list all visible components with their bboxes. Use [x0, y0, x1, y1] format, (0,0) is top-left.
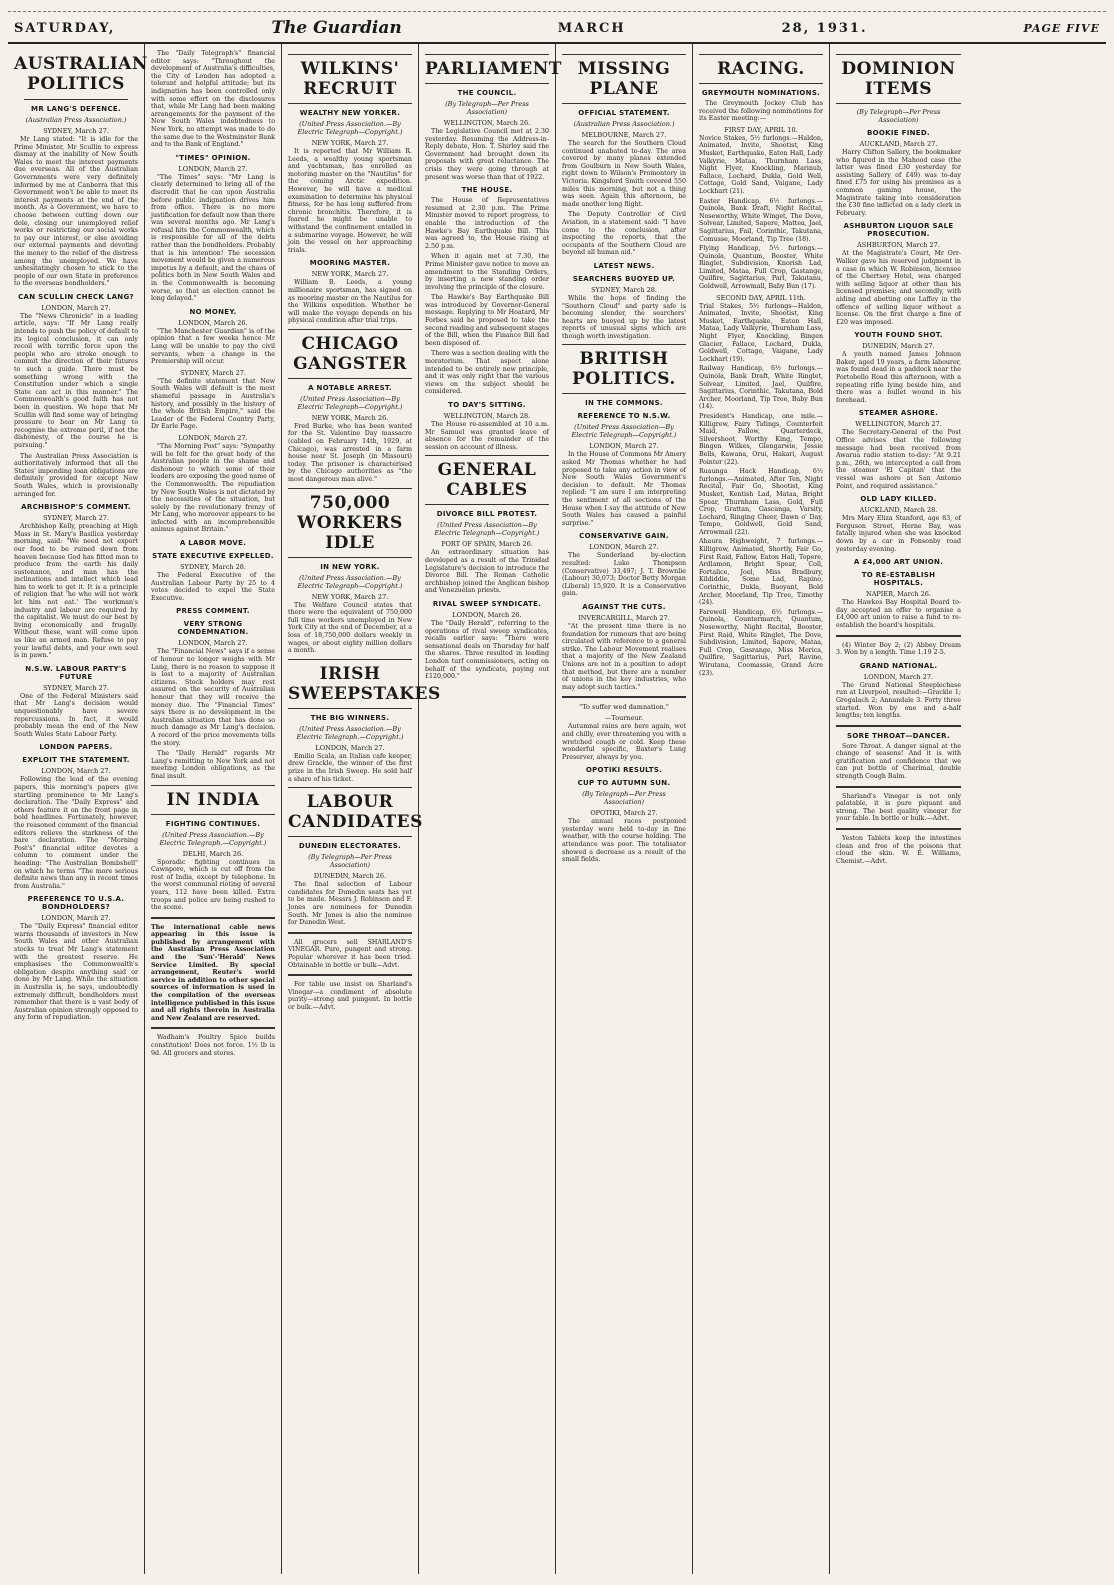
dateline: LONDON, March 27.	[178, 433, 248, 442]
dateline: LONDON, March 26.	[452, 610, 522, 619]
dateline: SYDNEY, March 27.	[180, 368, 246, 377]
subhead: LONDON PAPERS.	[39, 743, 113, 752]
dateline: DUNEDIN, March 26.	[313, 872, 387, 881]
article-text: The Welfare Council states that there were the equivalent of 750,000 full time workers unemployed in New York City at the end of December, at a loss of 18,750,000 dollars weekly in wages, or about eighty million dollars a month.	[288, 601, 412, 655]
article-text: The "Daily Herald" regards Mr Lang's remitting to New York and not meeting London obligations, as the final insult.	[151, 750, 275, 780]
dateline: WELLINGTON, March 28.	[443, 412, 531, 420]
top-rule	[8, 6, 1106, 12]
dateline: SYDNEY, March 28.	[591, 285, 657, 294]
dateline: SYDNEY, March 28.	[180, 563, 246, 572]
race-entry: Easter Handicap, 6½ furlongs.—Quinola, Bank Draft, Night Recital, Noseworthy, White Winget, The Dove, Solvear, Limited, Sapere, Mattea, Jael, Sagittarius, Fail, Corinthic, Takutana, Comusse, Moorland, Tip Tree (18).	[699, 197, 823, 243]
column-7	[830, 44, 967, 1574]
article-text: William B. Leeds, a young millionaire sportsman, has signed on as mooring master on the Nautilus for the Wilkins expedition. Whether he will make the voyage depends on his physical condition after trial trips.	[288, 279, 412, 325]
column-4	[419, 44, 562, 1574]
dateline: NEW YORK, March 27.	[311, 270, 389, 279]
subhead: "TIMES" OPINION.	[175, 153, 251, 162]
masthead	[8, 14, 1106, 44]
race-entry: Ruaunga Hack Handicap, 6½ furlongs.—Animated, After Ten, Night Recital, Fair Go, Shootist, King Musket, Kentish Lad, Mataa, Bright Spear, Thurnham Lass, Gold, Full Crop, Grattan, Gascanga, Varsity, Lochard, Ringing Cheer, Dawn o' Day, Tempo, Goldwell, Gold Sand, Arrowmail (22).	[699, 468, 823, 536]
article-text: Following the lead of the evening papers, this morning's papers give startling prominence to Mr Lang's declaration. The "Daily Express" and others feature it on the front page in bold headlines. Fortunately, however, the reasoned comment of the financial editors relieve the starkness of the bare declaration. The "Morning Post's" financial editor devotes a column to comment under the heading: "The Australian Bombshell" on which he terms "The more serious definite news than any in recent times from Australia."	[14, 776, 138, 890]
subhead: THE COUNCIL.	[457, 89, 517, 97]
headline-workers-idle: 750,000 WORKERS IDLE	[288, 488, 412, 558]
dateline: AUCKLAND, March 27.	[859, 140, 938, 148]
article-text: "The definite statement that New South Wales will default is the most shameful passage in Australia's history, and possibly in the history of the whole British Empire," said the Leader of the Federal Country Party, Dr Earle Page.	[151, 377, 275, 431]
article-text: Mr Lang stated: "It is idle for the Prime Minister, Mr Scullin to express dismay at the inability of New South Wales to meet the interest payments due overseas. All of the Australian Governments were very definitely informed by me at Canberra that this Government won't be able to meet its interest payments at the end of the month. As a Government, we have to choose between cutting down our dole, closing our unemployed relief works or restricting our social works to pay our interest, or else avoiding our external payments and devoting the money to the relief of the distress among the unemployed. We have unhesitatingly chosen to stick to the people of our own State in preference to the overseas bondholders."	[14, 136, 138, 288]
article-text: The "News Chronicle" in a leading article, says: "If Mr Lang really intends to push the policy of default to its logical conclusion, it can only recoil with terrific force upon the people who are stroke enough to commit the direction of their futures to such a guide. There must be something wrong with the Constitution under which a single State can act in this manner." The Commonwealth's good faith has not been in question. We hope that Mr Scullin will find some way of bringing pressure to bear on Mr Lang to recognise the extreme peril, if not the dishonesty, of the course he is pursuing."	[14, 312, 138, 449]
subhead: OPOTIKI RESULTS.	[585, 766, 663, 775]
credit: (By Telegraph—Per Press Association)	[856, 108, 941, 124]
headline-in-india: IN INDIA	[151, 785, 275, 815]
credit: (United Press Association.—By Electric Telegraph.—Copyright.)	[296, 724, 404, 741]
dateline: LONDON, March 27.	[178, 639, 248, 648]
credit: (By Telegraph—Per Press Association)	[445, 100, 529, 116]
credit: (Australian Press Association.)	[573, 120, 675, 128]
divider	[836, 828, 961, 830]
article-text: The "Daily Express" financial editor warns thousands of investors in New South Wales and other Australian stocks to treat Mr Lang's statement with the greatest reserve. He emphasises the Commonwealth's obligation despite anything said or done by Mr Lang. While the situation in Australia is, he says, undoubtedly extremely difficult, bondholders must remember that there is a vast body of Australian opinion strongly opposed to any form of repudiation.	[14, 923, 138, 1022]
subhead: CONSERVATIVE GAIN.	[579, 532, 669, 541]
headline-racing: RACING.	[699, 54, 823, 84]
divider	[151, 917, 275, 919]
dateline: WELLINGTON, March 26.	[443, 119, 531, 127]
article-text: The Hawke's Bay Earthquake Bill was introduced by Governor-General message. Replying to Mr Hoatard, Mr Forbes said he proposed to take the second reading and subsequent stages of the Bill, when the Finance Bill had been disposed of.	[425, 294, 550, 347]
article-text: It is reported that Mr William R. Leeds, a wealthy young sportsman and yachtsman, has enrolled as motoring master on the "Nautilus" for the coming Arctic expedition. However, he will have a medical examination to determine his physical fitness, for he has long suffered from chronic bronchitis. Therefore, it is feared he might be unable to withstand the confinement entailed in a submarine voyage. However, he will join the vessel on her approaching trials.	[288, 148, 412, 254]
dateline: SYDNEY, March 27.	[43, 683, 109, 692]
article-text: The Federal Executive of the Australian Labour Party by 25 to 4 votes decided to expel the State Executive.	[151, 572, 275, 602]
subhead: LATEST NEWS.	[593, 261, 655, 270]
race-entry: Flying Handicap, 5½ furlongs.—Quinola, Quantum, Booster, White Ringlet, Subdivision, Knorish Lad, Limited, Mataa, Full Crop, Gastange, Quilfire, Sagittarius, Parl, Takutanu, Goldwell, Arrowmall, Baby Bun (17).	[699, 245, 823, 291]
article-text: The Grand National Steeplechase run at Liverpool, resulted:—Grackle 1; Gregalach 2; Annandale 3. Forty three started. Won by one and a-half lengths; ten lengths.	[836, 681, 961, 720]
article-text: The annual races postponed yesterday were held to-day in fine weather, with the course holding. The attendance was poor. The totalisator showed a decrease as a result of the small fields.	[562, 818, 686, 864]
subhead: YOUTH FOUND SHOT.	[854, 331, 943, 340]
headline-missing-plane: MISSING PLANE	[562, 54, 686, 104]
cable-news-notice: The international cable news appearing in this issue is published by arrangement with the Australian Press Association and the 'Sun'-'Herald' News Service Limited. By special arrangement, Reuter's world service in addition to other special sources of information is used in the compilation of the overseas intelligence published in this issue and all rights therein in Australia and New Zealand are reserved.	[151, 923, 275, 1022]
subhead: PREFERENCE TO U.S.A. BONDHOLDERS?	[27, 895, 125, 912]
article-text: The "Daily Telegraph's" financial editor says: "Throughout the development of Australia's difficulties, the City of London has adopted a tolerant and helpful attitude; but its indignation has been controlled only with some effort on the disclosures that, while Mr Lang had been making arrangements for the payment of the New South Wales indebtedness to New York, no attempt was made to do the same due to the Westminster Bank and to the Bank of England."	[151, 50, 275, 149]
headline-australian-politics: AUSTRALIAN POLITICS	[14, 54, 148, 94]
subhead: DUNEDIN ELECTORATES.	[298, 842, 402, 851]
headline-wilkins-recruit: WILKINS' RECRUIT	[288, 54, 412, 104]
divider	[288, 974, 412, 976]
dateline: LONDON, March 27.	[41, 303, 111, 312]
credit: (United Press Association.—By Electric Telegraph—Copyright.)	[297, 573, 403, 590]
article-text: At the Magistrate's Court, Mr Orr-Walker gave his reserved judgment in a case in which W. Robinson, licensee of the Chertsey Hotel, was charged with selling liquor at other than his licensed premises; and secondly, with aiding and abetting one Laffey in the offence of selling liquor without a license. On the first charge a fine of £20 was imposed.	[836, 250, 961, 326]
subhead: EXPLOIT THE STATEMENT.	[22, 756, 130, 765]
subhead: GREYMOUTH NOMINATIONS.	[701, 89, 821, 97]
divider	[836, 725, 961, 727]
article-text: While the hope of finding the "Southern Cloud" and party safe is becoming slender, the searchers' hearts are buoyed up by the latest reports of unusual signs which are though worth investigation.	[562, 294, 686, 340]
race-entry: Ahaura Highweight, 7 furlongs.—Killigrew, Animated, Shortly, Fair Go, First Raid, Fallow, Eaton Hall, Topere, Ardlamon, Bright Spear, Coll, Fortalice, Joel, Miss Bradbury, Kildiddie, Some Lad, Rapino, Corinthic, Dukla, Buoyant, Bold Archer, Moorland, Tip Tree, Timothy (24).	[699, 538, 823, 607]
article-text: The "Financial News" says if a sense of honour no longer weighs with Mr Lang, there is no reason to suppose it is lost to a majority of Australian citizens. Stock holders may rest assured on the security of Australian honour that they will receive the money due. The "Financial Times" says there is no development in the Australian situation that has done so much damage as Mr Lang's decision. A record of the price movements tells the story.	[151, 648, 275, 747]
credit: (Australian Press Association.)	[25, 116, 127, 124]
article-text: The House re-assembled at 10 a.m. Mr Samuel was granted leave of absence for the remainder of the session on account of illness.	[425, 421, 549, 451]
columns	[8, 44, 1106, 1574]
dateline: LONDON, March 27.	[41, 914, 111, 923]
article-text: Fred Burke, who has been wanted for the St. Valentine Day massacre (cabled on February 14th, 1929, at Chicago), was arrested in a farm house near St. Joseph (in Missouri) today. The prisoner is characterised by the Chicago authorities as "the most dangerous man alive."	[288, 422, 412, 484]
subhead: THE HOUSE.	[461, 186, 513, 195]
credit: (United Press Association—By Electric Telegraph—Copyright.)	[434, 521, 540, 538]
dateline: PORT OF SPAIN, March 26.	[441, 540, 533, 549]
article-text: A youth named James Johnson Baker, aged 19 years, a farm labourer, was found dead in a paddock near the Portobello Road this afternoon, with a repeating rifle lying beside him, and there was a bullet wound in his forehead.	[836, 351, 961, 404]
credit: (United Press Association—By Electric Telegraph—Copyright.)	[297, 394, 403, 411]
subhead: THE BIG WINNERS.	[310, 713, 390, 722]
credit: (United Press Association.—By Electric Telegraph—Copyright.)	[297, 120, 403, 136]
article-text: An extraordinary situation has developed as a result of the Trinidad Legislature's decision to introduce the Divorce Bill. The Roman Catholic archbishop joined the Anglican bishop and Venezuelan priests.	[425, 549, 549, 595]
headline-labour-candidates: LABOUR CANDIDATES	[288, 787, 412, 837]
headline-irish-sweepstakes: IRISH SWEEPSTAKES	[288, 659, 412, 709]
dateline: SYDNEY, March 27.	[43, 514, 109, 523]
divider	[24, 99, 128, 100]
dateline: DUNEDIN, March 27.	[862, 342, 935, 351]
credit: (United Press Association—By Electric Telegraph—Copyright.)	[571, 423, 677, 440]
divider	[288, 932, 412, 934]
dateline: NEW YORK, March 27.	[311, 592, 389, 601]
dateline: LONDON, March 27.	[41, 767, 111, 776]
divider	[836, 786, 961, 788]
subhead: A LABOR MOVE.	[179, 539, 247, 548]
article-text: Mrs Mary Eliza Stanford, age 83, of Ferguson Street, Herne Bay, was fatally injured when she was knocked down by a car in Ponsonby road yesterday evening.	[836, 515, 961, 553]
headline-chicago-gangster: CHICAGO GANGSTER	[288, 329, 412, 379]
subhead: CAN SCULLIN CHECK LANG?	[18, 292, 134, 301]
advertisement: Yeston Tablets keep the intestines clean and free of the poisons that cloud the skin. W. E. Williams, Chemist.—Advt.	[836, 835, 961, 865]
quote: "To suffer wed damnation."	[579, 703, 669, 712]
subhead: OLD LADY KILLED.	[860, 495, 937, 504]
advertisement: All grocers sell SHARLAND'S VINEGAR. Pure, pungent and strong. Popular wherever it has been tried. Obtainable in bottle or bulk—Advt.	[288, 938, 412, 969]
race-entry: President's Handicap, one mile.—Killigrew, Fairy Tidings, Counterfeit Maid, Fallow, Quarterdeck, Silvershoot, Worthy King, Tempo, Bingen Wilkes, Glengarwie, Jessie Bells, Kawana, Orui, Hakari, August Pointer (22).	[699, 412, 823, 466]
quote-attribution: —Tourneur.	[604, 714, 644, 723]
article-text: When it again met at 7.30, the Prime Minister gave notice to move an amendment to the Standing Orders, by inserting a new standing order involving the principle of the closure.	[425, 253, 549, 291]
article-text: Sporadic fighting continues in Cawnpore, which is cut off from the rest of India, except by telephone. In the worst communal rioting of several years, 112 have been killed. Extra troops and police are being rushed to the scene.	[151, 858, 275, 912]
dateline: NEW YORK, March 26.	[311, 413, 389, 422]
advertisement: Wadham's Poultry Spice builds constitution! Does not force. 1½ lb is 9d. All grocers and stores.	[151, 1034, 275, 1057]
masthead-paper-name: The Guardian	[271, 18, 402, 38]
credit: (United Press Association.—By Electric Telegraph.—Copyright.)	[159, 830, 267, 847]
article-text: The "Daily Herald", referring to the operations of rival sweep syndicates, recalls earlier says: "There were sensational deals on Thursday for half the shares. Three resulted in leading London turf commissioners, acting on behalf of the syndicate, paying out £120,000."	[425, 619, 549, 681]
race-entry: Railway Handicap, 6½ furlongs.—Quinola, Bank Draft, White Ringlet, Solvear, Limited, Jael, Quilfire, Sagittarius, Corinthic, Takutana, Bold Archer, Moorland, Tip Tree, Baby Bun (14).	[699, 365, 823, 411]
article-text: The Secretary-General of the Post Office advises that the following message had been received from Awarua radio station to-day: "At 9.21 p.m., 26th, we intercepted a call from the steamer 'El Capitan' that the vessel was ashore at San Antonio Point, and required assistance."	[836, 429, 961, 490]
headline-general-cables: GENERAL CABLES	[425, 455, 549, 505]
dateline: MELBOURNE, March 27.	[581, 131, 667, 139]
column-2	[145, 44, 282, 1574]
divider	[562, 696, 686, 698]
subhead: TO RE-ESTABLISH HOSPITALS.	[861, 571, 936, 588]
article-text: Harry Clifton Sallery, the bookmaker who figured in the Mahood case (the latter was fined £30 yesterday for assisting Sallery of £49) was to-day fined £75 for using his premises as a common gaming house, the Magistrate taking into consideration the £30 fine inflicted on a lady clerk in February.	[836, 149, 961, 217]
subhead: RIVAL SWEEP SYNDICATE.	[432, 599, 542, 608]
dateline: NEW YORK, March 27.	[311, 139, 389, 147]
subhead: STATE EXECUTIVE EXPELLED.	[152, 552, 274, 561]
subhead: IN THE COMMONS.	[585, 399, 663, 408]
subhead: PRESS COMMENT.	[176, 607, 250, 616]
masthead-day: SATURDAY,	[14, 20, 116, 36]
credit: (By Telegraph—Per Press Association)	[582, 790, 666, 807]
dateline: AUCKLAND, March 28.	[859, 506, 938, 515]
subhead: A £4,000 ART UNION.	[853, 558, 944, 567]
article-text: The Deputy Controller of Civil Aviation, in a statement said: "I have come to the conclusion, after inspecting the reports, that the occupants of the Southern Cloud are beyond all human aid."	[562, 211, 686, 257]
subhead: REFERENCE TO N.S.W.	[577, 412, 671, 421]
race-day: SECOND DAY, APRIL 11th.	[716, 293, 806, 302]
divider	[151, 1027, 275, 1029]
subhead: NO MONEY.	[189, 307, 237, 316]
race-entry: Novice Stakes, 5½ furlongs.—Haldon, Animated, Invite, Shootist, King Musket, Earthquake, Eaton Hall, Lady Valkyrie, Mataa, Thurnham Lass, Night Flyer, Knockling, Marinub, Fallace, Lochard, Dukla, Gold Well, Cottage, Gold Sand, Vaigane, Lady Lockhart (21).	[699, 134, 823, 195]
article-text: (4) Winter Boy 2; (2) Abbey Dream 3. Won by a length. Time 1.19 2-5.	[836, 641, 961, 657]
subhead: ARCHBISHOP'S COMMENT.	[21, 503, 131, 512]
subhead: CUP TO AUTUMN SUN.	[577, 779, 671, 788]
subhead: MOORING MASTER.	[309, 259, 391, 268]
advertisement: Sharland's Vinegar is not only palatable, it is pure piquant and strong. The best quality vinegar for your table. In bottle or bulk.—Advt.	[836, 792, 961, 823]
article-text: There was a section dealing with the moratorium. That aspect alone intended to be entirely new principle, and it was only right that the various views on the subject should be considered.	[425, 350, 549, 396]
dateline: INVERCARGILL, March 27.	[578, 613, 670, 622]
headline-dominion-items: DOMINION ITEMS	[836, 54, 961, 104]
dateline: LONDON, March 26.	[178, 318, 248, 327]
headline-british-politics: BRITISH POLITICS.	[562, 344, 686, 394]
article-text: The search for the Southern Cloud continued unabated to-day. The area covered by many planes extended from Goulburn in New South Wales, right down to Wilson's Promontory in Victoria. Kingsford Smith covered 550 miles this morning, but not a thing was seen. Again this afternoon, he made another long flight.	[562, 140, 686, 208]
article-text: In the House of Commons Mr Amery asked Mr Thomas whether he had proposed to take any action in view of New South Wales Government's decision to default. Mr Thomas replied: "I am sure I am interpreting the sentiment of all sections of the House when I say the attitude of New South Wales has caused a painful surprise."	[562, 451, 686, 527]
dateline: LONDON, March 27.	[863, 672, 934, 681]
subhead: VERY STRONG CONDEMNATION.	[177, 620, 249, 637]
dateline: NAPIER, March 26.	[866, 590, 931, 599]
dateline: LONDON, March 27.	[315, 743, 385, 752]
column-1	[8, 44, 148, 1574]
subhead: SORE THROAT—DANCER.	[847, 731, 950, 740]
subhead: N.S.W. LABOUR PARTY'S FUTURE	[25, 664, 127, 681]
subhead: WEALTHY NEW YORKER.	[299, 109, 401, 117]
dateline: LONDON, March 27.	[589, 442, 659, 451]
article-text: Emilio Scala, an Italian cafe keeper, drew Grackle, the winner of the first prize in the Irish Sweep. He sold half a share of his ticket.	[288, 752, 412, 783]
article-text: One of the Federal Ministers said that Mr Lang's decision would unquestionably have severe repercussions. In fact, it would probably mean the end of the New South Wales State Labour Party.	[14, 692, 138, 738]
article-text: The Legislative Council met at 2.30 yesterday. Resuming the Address-in-Reply debate, Hon. T. Shirley said the Government had brought down its proposals with great reluctance. The crisis they were going through at present was worse than that of 1922.	[425, 128, 549, 181]
dateline: OPOTIKI, March 27.	[590, 809, 658, 818]
subhead: A NOTABLE ARREST.	[308, 383, 392, 392]
article-text: The Greymouth Jockey Club has received the following nominations for its Easter meeting:—	[699, 100, 823, 123]
dateline: LONDON, March 27.	[178, 164, 248, 173]
dateline: DELHI, March 26.	[182, 849, 244, 858]
advertisement: Autumnal rains are here again, wet and chilly, ever threatening you with a wretched cough or cold. Keep these wonderful specific, Baxter's Lung Preserver, always by you.	[562, 723, 686, 761]
dateline: ASHBURTON, March 27.	[857, 241, 940, 250]
headline-parliament: PARLIAMENT	[425, 54, 549, 84]
subhead: DIVORCE BILL PROTEST.	[436, 510, 538, 519]
subhead: IN NEW YORK.	[320, 562, 380, 571]
article-text: "The Times" says: "Mr Lang is clearly determined to bring all of the discredit that he can upon Australia before public indignation drives him from office. There is no more justification for default now than there was several months ago. Mr Lang's refusal hits the Commonwealth, which is responsible for all of the debts rather than the bondholders. Probably that is his intention! The secession movement would be given a numerous impetus by a default, and the chaos of politics both in New South Wales and in the Commonwealth is becoming worse, so that an election cannot be long delayed."	[151, 173, 275, 303]
dateline: SYDNEY, March 27.	[43, 127, 109, 135]
subhead: OFFICIAL STATEMENT.	[578, 109, 670, 117]
divider	[836, 635, 961, 637]
advertisement: Sore Throat. A danger signal at the change of seasons! And it is with gratification and confidence that we can put bottle of Cherimal, double strength Cough Balm.	[836, 742, 961, 781]
column-5	[556, 44, 693, 1574]
subhead: AGAINST THE CUTS.	[582, 602, 666, 611]
article-text: "At the present time there is no foundation for rumours that are being circulated with reference to a general strike. The Labour Movement realises that a majority of the New Zealand Unions are not in a position to adopt that method, but there are a number of unions in the key industries, who may adopt such tactics."	[562, 622, 686, 691]
masthead-date: 28, 1931.	[781, 20, 868, 36]
credit: (By Telegraph—Per Press Association)	[308, 853, 392, 870]
subhead: ASHBURTON LIQUOR SALE PROSECUTION.	[843, 222, 954, 239]
subhead: TO DAY'S SITTING.	[448, 401, 526, 409]
article-text: The final selection of Labour candidates for Dunedin seats has yet to be made. Messrs J. Robinson and F. Jones are nominees for Dunedin South. Mr Jones is also the nominee for Dunedin West.	[288, 881, 412, 927]
masthead-month: MARCH	[557, 20, 626, 36]
article-text: The Sunderland by-election resulted: Luke Thompson (Conservative) 33,497; J. T. Brownlie (Labour) 30,073; Doctor Betty Morgan (Liberal) 15,920. It is a Conservative gain.	[562, 552, 686, 598]
subhead: SEARCHERS BUOYED UP.	[572, 274, 676, 283]
article-text: Archbishop Kelly, preaching at High Mass in St. Mary's Basilica yesterday morning, said: "We need not export our food to be ruined down from heaven because God has fitted man to produce from the earth his daily sustenance, and man has the inclinations and intellect which lead him to work to get it. It is a principle of religion that 'he who will not work let him not eat.' The workman's industry and labour are required by the capitalist. We must do our best by living economically and frugally. Without these, want will come upon us like an armed man. Refuse to pay your lawful debts, and your own soul is in pawn."	[14, 523, 138, 660]
column-3	[282, 44, 441, 1574]
article-text: The Australian Press Association is authoritatively informed that all the States' impending loan obligations are definitely provided for except New South Wales, which is provisionally arranged for.	[14, 452, 138, 498]
article-text: The Hawkes Bay Hospital Board to-day accepted an offer to organise a £4,000 art union to raise a fund to re-establish the board's hospitals.	[836, 599, 961, 629]
race-entry: Farewell Handicap, 6½ furlongs.—Quinola, Countermarch, Quantum, Noseworthy, Night Recital, Booster, First Raid, White Ringlet, The Dove, Subdivision, Limited, Sapere, Mataa, Full Crop, Gasrange, Miss Merica, Quilfire, Sagittarius, Parl, Ravine, Wirutana, Coomassie, Grand Acre (23).	[699, 608, 823, 677]
article-text: "The Morning Post" says: "Sympathy will be felt for the great body of the Australian people in the shame and dishonour to which some of their leaders are exposing the good name of the Commonwealth. The repudiation by New South Wales is not dictated by the necessities of the situation, but solely by the revolutionary frenzy of Mr Lang, who moreover appears to be infected with an incomprehensible animus against Britain."	[151, 442, 276, 534]
race-day: FIRST DAY, APRIL 10.	[724, 125, 798, 134]
advertisement: For table use insist on Sharland's Vinegar—a condiment of absolute purity—strong and pungent. In bottle or bulk.—Advt.	[288, 981, 412, 1011]
masthead-page-number: PAGE FIVE	[1023, 21, 1100, 35]
subhead: BOOKIE FINED.	[867, 129, 930, 137]
subhead: STEAMER ASHORE.	[858, 409, 939, 418]
column-6	[693, 44, 830, 1574]
dateline: LONDON, March 27.	[589, 543, 659, 552]
subhead: FIGHTING CONTINUES.	[165, 819, 261, 828]
subhead: GRAND NATIONAL.	[859, 661, 938, 670]
dateline: WELLINGTON, March 27.	[855, 420, 942, 429]
race-entry: Trial Stakes, 5½ furlongs—Haldon, Animated, Invite, Shootist, King Musket, Earthquake, Eaton Hall, Mataa, Lady Valkyrie, Thurnham Lass, Night Flyer, Knockling, Bingen Glacier, Fallace, Lochard, Dukla, Goldwell, Cottage, Vaigane, Lady Lockhart (19).	[699, 302, 823, 363]
article-text: "The Manchester Guardian" is of the opinion that a few weeks hence Mr Lang will be unable to pay the civil servants, when a change in the Premiership will occur.	[151, 327, 275, 366]
article-text: The House of Representatives resumed at 2.30 p.m. The Prime Minister moved to report progress, to enable the introduction of the Hawke's Bay Earthquake Bill. This was agreed to, the House rising at 2.50 p.m.	[425, 197, 549, 250]
subhead: MR LANG'S DEFENCE.	[31, 105, 121, 113]
